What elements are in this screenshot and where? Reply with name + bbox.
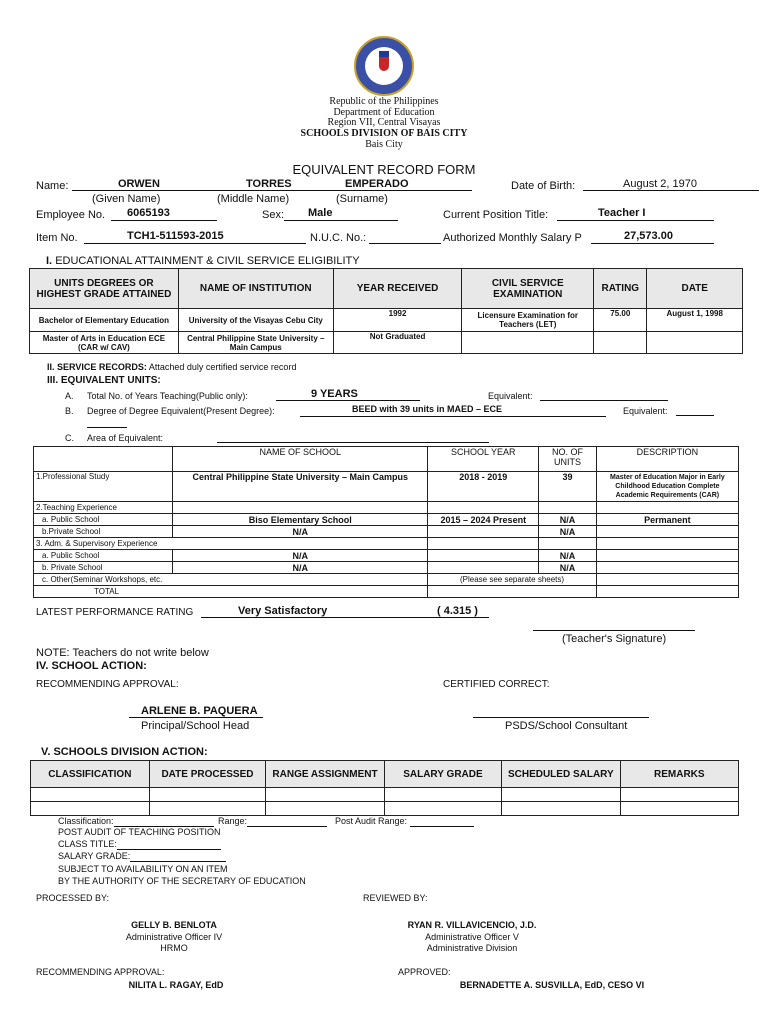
service-records-label: II. SERVICE RECORDS: [47,362,147,372]
da-cell [31,788,150,802]
given-name-value: ORWEN [118,178,160,190]
reviewed-by-label: REVIEWED BY: [363,893,428,903]
eu-header-school: NAME OF SCHOOL [173,447,428,472]
post-audit-range-line [335,816,474,827]
signatory-2-unit: Administrative Division [426,943,518,953]
nuc-label: N.U.C. No.: [310,232,367,244]
eu-description [596,586,738,598]
da-cell [620,788,738,802]
equivalent-units-table [33,446,739,598]
section1-title-text: EDUCATIONAL ATTAINMENT & CIVIL SERVICE ELIGIBILITY [55,255,360,267]
middle-name-label: (Middle Name) [217,193,290,205]
certified-correct-label: CERTIFIED CORRECT: [443,679,550,690]
header-republic: Republic of the Philippines [329,96,439,107]
signature-line [533,620,695,631]
blank-line [247,816,327,827]
salary-grade-label: SALARY GRADE: [58,851,131,861]
da-cell [502,802,621,816]
performance-rating: Very Satisfactory [238,605,328,617]
signatory-3-name: NILITA L. RAGAY, EdD [128,980,224,990]
eu-description [596,550,738,562]
edu-cell: 1992 [333,309,462,332]
salary-label: Authorized Monthly Salary P [443,232,582,244]
edu-header-degree: UNITS DEGREES OR HIGHEST GRADE ATTAINED [30,269,179,309]
eu-row-label: 1.Professional Study [34,472,173,502]
eu-row-label: a. Public School [34,514,173,526]
table-row [34,538,739,550]
b-text: Degree of Degree Equivalent(Present Degree): [87,406,275,416]
edu-cell: Central Philippine State University – Main Campus [178,332,333,354]
eu-row-label: c. Other(Seminar Workshops, etc. [34,574,428,586]
eu-description [596,574,738,586]
da-header-classification: CLASSIFICATION [31,761,150,788]
eu-school: N/A [173,526,428,538]
da-cell [149,802,266,816]
da-cell [620,802,738,816]
deped-seal-logo [354,36,414,96]
da-header-range: RANGE ASSIGNMENT [266,761,385,788]
eu-year [428,550,539,562]
eu-units [539,502,596,514]
c-line [217,432,489,443]
header-region: Region VII, Central Visayas [327,117,441,128]
salary-value: 27,573.00 [624,230,673,242]
table-row [34,526,739,538]
sex-line [284,207,398,221]
eu-row-label: 3. Adm. & Supervisory Experience [34,538,428,550]
table-row [34,502,739,514]
edu-cell [647,332,743,354]
eu-row-label: b.Private School [34,526,173,538]
signature-label: (Teacher's Signature) [562,633,667,645]
emp-no-value: 6065193 [127,207,170,219]
eu-units: N/A [539,550,596,562]
blank-line [117,839,221,850]
sex-label: Sex: [262,209,285,221]
table-row [31,802,739,816]
post-audit-text: POST AUDIT OF TEACHING POSITION [58,827,221,837]
table-row [34,514,739,526]
da-cell [384,788,501,802]
table-row [34,562,739,574]
edu-cell: University of the Visayas Cebu City [178,309,333,332]
table-row [34,586,739,598]
eu-units: N/A [539,526,596,538]
section3-title: III. EQUIVALENT UNITS: [47,375,161,386]
division-action-table [30,760,739,816]
c-text: Area of Equivalent: [87,433,164,443]
service-records [47,362,296,372]
b-equivalent-label: Equivalent: [623,406,668,416]
eu-year: (Please see separate sheets) [428,574,596,586]
da-header-salary-grade: SALARY GRADE [384,761,501,788]
eu-description [596,538,738,550]
section1-title [46,255,360,267]
a-label: A. [65,391,74,401]
table-row [34,550,739,562]
processed-by-label: PROCESSED BY: [36,893,110,903]
eu-row-label: TOTAL [34,586,428,598]
dob-label: Date of Birth: [511,180,576,192]
eu-description [596,526,738,538]
edu-header-exam: CIVIL SERVICE EXAMINATION [462,269,594,309]
da-header-remarks: REMARKS [620,761,738,788]
emp-no-label: Employee No. [36,209,106,221]
b-label: B. [65,406,74,416]
edu-header-year: YEAR RECEIVED [333,269,462,309]
signatory-1-unit: HRMO [160,943,188,953]
eu-description: Master of Education Major in Early Childhood Education Complete Academic Requirements (CAR) [596,472,738,502]
table-row [30,332,743,354]
eu-description [596,562,738,574]
name-label: Name: [36,180,69,192]
class-title-label: CLASS TITLE: [58,839,117,849]
section5-title: V. SCHOOLS DIVISION ACTION: [41,746,208,758]
performance-score: ( 4.315 ) [437,605,478,617]
middle-name-value: TORRES [246,178,292,190]
da-cell [149,788,266,802]
eu-header-units: NO. OF UNITS [539,447,596,472]
recommending-label-2: RECOMMENDING APPROVAL: [36,967,165,977]
given-name-label: (Given Name) [92,193,161,205]
classification-label: Classification: [58,816,114,826]
edu-cell: Master of Arts in Education ECE (CAR w/ CAV) [30,332,179,354]
edu-cell [594,332,647,354]
service-records-text: Attached duly certified service record [148,362,297,372]
eu-units: 39 [539,472,596,502]
eu-header-year: SCHOOL YEAR [428,447,539,472]
item-no-label: Item No. [36,232,78,244]
surname-value: EMPERADO [345,178,409,190]
education-table [29,268,743,354]
eu-school: N/A [173,562,428,574]
eu-school [173,502,428,514]
eu-year [428,586,596,598]
psds-line [473,705,649,718]
da-cell [266,788,385,802]
psds-title: PSDS/School Consultant [505,720,628,732]
header-city: Bais City [365,139,403,150]
eu-year: 2018 - 2019 [428,472,539,502]
principal-name: ARLENE B. PAQUERA [141,705,258,717]
section4-title: IV. SCHOOL ACTION: [36,660,147,672]
edu-cell: Licensure Examination for Teachers (LET) [462,309,594,332]
edu-header-rating: RATING [594,269,647,309]
da-cell [384,802,501,816]
signatory-1-name: GELLY B. BENLOTA [131,920,217,930]
edu-cell: Bachelor of Elementary Education [30,309,179,332]
eu-units: N/A [539,514,596,526]
performance-label: LATEST PERFORMANCE RATING [36,607,194,618]
signatory-2-title: Administrative Officer V [425,932,519,942]
eu-header-description: DESCRIPTION [596,447,738,472]
edu-cell: 75.00 [594,309,647,332]
eu-description [596,502,738,514]
edu-cell [462,332,594,354]
eu-year [428,502,539,514]
dob-value: August 2, 1970 [623,178,698,190]
position-label: Current Position Title: [443,209,549,221]
da-header-scheduled: SCHEDULED SALARY [502,761,621,788]
post-audit-range-label: Post Audit Range: [335,816,408,826]
surname-label: (Surname) [336,193,388,205]
item-no-value: TCH1-511593-2015 [127,230,224,242]
eu-school: Central Philippine State University – Main Campus [173,472,428,502]
da-cell [31,802,150,816]
eu-year: 2015 – 2024 Present [428,514,539,526]
eu-year [428,562,539,574]
edu-cell: August 1, 1998 [647,309,743,332]
table-row [31,788,739,802]
edu-cell: Not Graduated [333,332,462,354]
signatory-1-title: Administrative Officer IV [125,932,223,942]
edu-header-institution: NAME OF INSTITUTION [178,269,333,309]
recommending-approval-label: RECOMMENDING APPROVAL: [36,679,179,690]
blank-line [130,851,226,862]
b-equivalent-line-cont [87,419,127,428]
blank-line [410,816,474,827]
sex-value: Male [308,207,333,219]
eu-school: N/A [173,550,428,562]
authority-text: BY THE AUTHORITY OF THE SECRETARY OF EDUCATION [58,876,306,886]
position-value: Teacher I [598,207,646,219]
range-label: Range: [218,816,248,826]
b-value: BEED with 39 units in MAED – ECE [352,404,503,414]
c-label: C. [65,433,74,443]
subject-text: SUBJECT TO AVAILABILITY ON AN ITEM [58,864,228,874]
form-title: EQUIVALENT RECORD FORM [292,162,476,177]
range-line [218,816,327,827]
approved-label: APPROVED: [398,967,451,977]
a-equivalent-line [540,390,668,401]
b-equivalent-line [676,405,714,416]
da-cell [266,802,385,816]
eu-header-blank [34,447,173,472]
nuc-line [369,230,441,244]
table-row [34,574,739,586]
signatory-2-name: RYAN R. VILLAVICENCIO, J.D. [407,920,537,930]
signatory-4-name: BERNADETTE A. SUSVILLA, EdD, CESO VI [459,980,645,990]
classification-line [58,816,214,827]
a-equivalent-label: Equivalent: [488,391,533,401]
eu-year [428,538,539,550]
table-row [34,472,739,502]
note-text: NOTE: Teachers do not write below [36,647,209,659]
edu-header-date: DATE [647,269,743,309]
table-row [30,309,743,332]
header-division: SCHOOLS DIVISION OF BAIS CITY [300,128,468,139]
blank-line [114,816,214,827]
eu-description: Permanent [596,514,738,526]
eu-row-label: a. Public School [34,550,173,562]
da-header-date: DATE PROCESSED [149,761,266,788]
da-cell [502,788,621,802]
a-text: Total No. of Years Teaching(Public only): [87,391,248,401]
class-title-line [58,839,221,850]
eu-school: Biso Elementary School [173,514,428,526]
eu-year [428,526,539,538]
principal-title: Principal/School Head [141,720,250,732]
salary-grade-line [58,851,226,862]
eu-units: N/A [539,562,596,574]
a-value: 9 YEARS [311,388,358,400]
eu-row-label: b. Private School [34,562,173,574]
eu-row-label: 2.Teaching Experience [34,502,173,514]
section1-number: I. [46,255,53,267]
header-dept: Department of Education [333,107,435,118]
eu-units [539,538,596,550]
